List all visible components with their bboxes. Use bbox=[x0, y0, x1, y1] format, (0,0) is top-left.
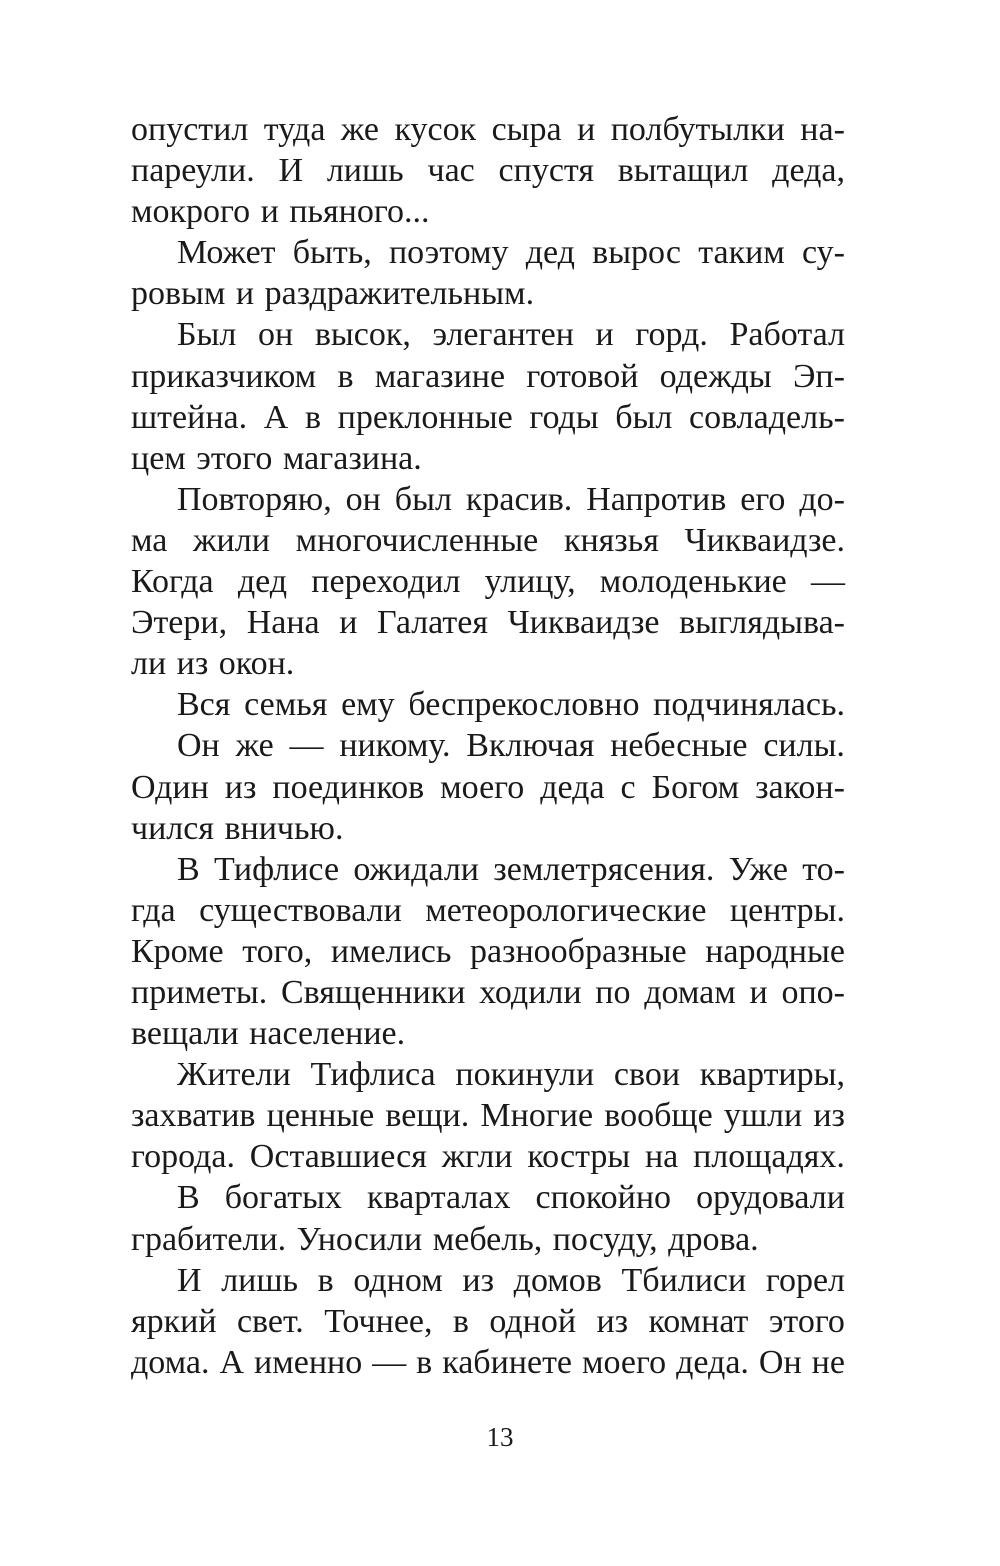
word: — bbox=[289, 727, 324, 765]
word: Священники bbox=[280, 973, 466, 1011]
word: этого bbox=[768, 1302, 845, 1340]
word: по bbox=[595, 973, 631, 1011]
word: закон- bbox=[755, 768, 845, 806]
word: моего bbox=[440, 768, 525, 806]
word: он bbox=[345, 480, 381, 518]
word: су- bbox=[802, 234, 845, 272]
word: комнат bbox=[648, 1302, 749, 1340]
word: выглядыва- bbox=[679, 604, 845, 642]
word: и bbox=[339, 604, 358, 642]
word: Тбилиси bbox=[621, 1261, 747, 1299]
word: силы. bbox=[763, 727, 845, 765]
word: квартиры, bbox=[699, 1056, 845, 1094]
word: дед bbox=[237, 563, 288, 601]
word: вообще bbox=[604, 1097, 713, 1135]
word: Вся bbox=[177, 686, 231, 724]
word: города. bbox=[131, 1138, 236, 1176]
text-line bbox=[131, 767, 845, 808]
word: же bbox=[235, 727, 274, 765]
word: из bbox=[813, 1097, 845, 1135]
text-line bbox=[131, 1342, 845, 1383]
word: поэтому bbox=[388, 234, 509, 272]
word: А bbox=[219, 1343, 245, 1381]
word: моего bbox=[582, 1343, 667, 1381]
word: Повторяю, bbox=[177, 480, 332, 518]
word: туда bbox=[263, 111, 326, 148]
text-line bbox=[131, 356, 845, 397]
word: Он bbox=[177, 727, 220, 765]
word: в bbox=[337, 357, 354, 395]
word: князья bbox=[563, 521, 659, 559]
word: одежды bbox=[659, 357, 772, 395]
word: в bbox=[416, 1343, 433, 1381]
word: именно bbox=[254, 1343, 363, 1381]
word: он bbox=[257, 316, 294, 354]
word: жгли bbox=[441, 1138, 513, 1176]
word: штейна. bbox=[131, 398, 248, 436]
word: землетрясения. bbox=[493, 850, 715, 888]
text-line bbox=[131, 109, 845, 150]
word: же bbox=[340, 111, 380, 148]
word: И bbox=[177, 1261, 202, 1299]
word: имелись bbox=[330, 932, 452, 970]
word: приметы. bbox=[131, 973, 268, 1011]
word: таким bbox=[698, 234, 785, 272]
word: того, bbox=[242, 932, 313, 970]
word: годы bbox=[529, 398, 599, 436]
word: вещи. bbox=[385, 1097, 470, 1135]
word: Богом bbox=[651, 768, 740, 806]
word: небесные bbox=[610, 727, 748, 765]
word: не bbox=[811, 1343, 845, 1381]
word: сыра bbox=[491, 111, 562, 148]
word: полбутылки bbox=[610, 111, 785, 148]
word: разнообразные bbox=[469, 932, 687, 970]
word: Включая bbox=[466, 727, 595, 765]
word: кварталах bbox=[366, 1179, 511, 1217]
word: лишь bbox=[326, 152, 404, 190]
word: совладель- bbox=[688, 398, 845, 436]
word: и bbox=[577, 111, 596, 148]
word: час bbox=[427, 152, 475, 190]
word: Точнее, bbox=[324, 1302, 433, 1340]
word: орудовали bbox=[696, 1179, 845, 1217]
text-line bbox=[131, 602, 845, 643]
text-line bbox=[131, 1095, 845, 1136]
word: из bbox=[596, 1302, 629, 1340]
word: беспрекословно bbox=[408, 686, 640, 724]
word: Чикваидзе bbox=[507, 604, 660, 642]
word: спустя bbox=[498, 152, 594, 190]
word: в bbox=[304, 398, 321, 436]
word: покинули bbox=[455, 1056, 595, 1094]
word: был bbox=[394, 480, 452, 518]
text-line bbox=[131, 931, 845, 972]
word: Жители bbox=[177, 1056, 291, 1094]
word: деда, bbox=[772, 152, 845, 190]
text-line: вещали население. bbox=[131, 1015, 406, 1053]
word: Кроме bbox=[131, 932, 224, 970]
text-line bbox=[131, 479, 845, 520]
word: спокойно bbox=[535, 1179, 672, 1217]
word: Он bbox=[758, 1343, 802, 1381]
word: горел bbox=[765, 1261, 845, 1299]
word: А bbox=[263, 398, 289, 436]
word: дома. bbox=[131, 1343, 210, 1381]
word: лишь bbox=[221, 1261, 299, 1299]
word: опо- bbox=[781, 973, 845, 1011]
word: семья bbox=[244, 686, 328, 724]
text-line bbox=[131, 1301, 845, 1342]
word: ма bbox=[131, 521, 168, 559]
word: ходили bbox=[479, 973, 582, 1011]
word: захватив bbox=[131, 1097, 256, 1135]
word: в bbox=[317, 1261, 334, 1299]
text-line bbox=[131, 314, 845, 355]
word: пареули. bbox=[131, 152, 255, 190]
text-line bbox=[131, 1136, 845, 1177]
word: и bbox=[749, 973, 768, 1011]
word: Работал bbox=[729, 316, 845, 354]
word: метеорологические bbox=[425, 891, 707, 929]
word: Многие bbox=[480, 1097, 594, 1135]
word: Нана bbox=[246, 604, 320, 642]
body-text bbox=[131, 109, 845, 1383]
word: Уже bbox=[728, 850, 788, 888]
word: горд. bbox=[635, 316, 708, 354]
text-line bbox=[131, 150, 845, 191]
word: приказчиком bbox=[131, 357, 317, 395]
word: готовой bbox=[526, 357, 639, 395]
word: ожидали bbox=[353, 850, 480, 888]
text-line bbox=[131, 397, 845, 438]
word: домам bbox=[644, 973, 736, 1011]
text-line bbox=[131, 890, 845, 931]
word: улицу, bbox=[484, 563, 576, 601]
word: ему bbox=[341, 686, 395, 724]
word: одном bbox=[353, 1261, 443, 1299]
word: в bbox=[452, 1302, 469, 1340]
word: деда. bbox=[676, 1343, 749, 1381]
word: костры bbox=[527, 1138, 631, 1176]
word: Тифлисе bbox=[213, 850, 340, 888]
text-line bbox=[131, 849, 845, 890]
word: В bbox=[177, 1179, 200, 1217]
word: дед bbox=[525, 234, 575, 272]
word: гда bbox=[131, 891, 176, 929]
text-line: цем этого магазина. bbox=[131, 439, 422, 477]
word: Эп- bbox=[792, 357, 845, 395]
word: площадях. bbox=[693, 1138, 845, 1176]
word: из bbox=[462, 1261, 495, 1299]
text-line bbox=[131, 684, 845, 725]
word: кабинете bbox=[442, 1343, 573, 1381]
word: одной bbox=[489, 1302, 577, 1340]
word: на- bbox=[800, 111, 845, 148]
word: с bbox=[620, 768, 636, 806]
word: поединков bbox=[272, 768, 425, 806]
word: высок, bbox=[314, 316, 411, 354]
word: центры. bbox=[729, 891, 845, 929]
word: ушли bbox=[723, 1097, 803, 1135]
word: магазине bbox=[374, 357, 506, 395]
word: жили bbox=[193, 521, 270, 559]
word: яркий bbox=[131, 1302, 217, 1340]
word: элегантен bbox=[432, 316, 574, 354]
word: был bbox=[615, 398, 673, 436]
word: Этери, bbox=[131, 604, 228, 642]
word: никому. bbox=[339, 727, 451, 765]
word: из bbox=[224, 768, 257, 806]
word: И bbox=[278, 152, 304, 190]
text-line bbox=[131, 561, 845, 602]
word: свет. bbox=[236, 1302, 304, 1340]
word: подчинялась. bbox=[653, 686, 845, 724]
word: то- bbox=[802, 850, 845, 888]
word: Был bbox=[177, 316, 237, 354]
text-line: ли из окон. bbox=[131, 645, 295, 683]
word: многочисленные bbox=[295, 521, 539, 559]
word: красив. bbox=[465, 480, 573, 518]
text-line bbox=[131, 1260, 845, 1301]
word: Галатея bbox=[377, 604, 488, 642]
word: переходил bbox=[311, 563, 461, 601]
word: Один bbox=[131, 768, 209, 806]
word: Может bbox=[177, 234, 276, 272]
word: быть, bbox=[292, 234, 372, 272]
text-line bbox=[131, 232, 845, 273]
word: свои bbox=[613, 1056, 681, 1094]
word: Оставшиеся bbox=[249, 1138, 427, 1176]
word: Когда bbox=[131, 563, 214, 601]
text-line bbox=[131, 1054, 845, 1095]
word: Напротив bbox=[586, 480, 727, 518]
text-line bbox=[131, 520, 845, 561]
text-line bbox=[131, 1177, 845, 1218]
text-line: чился вничью. bbox=[131, 809, 344, 847]
text-line: ровым и раздражительным. bbox=[131, 275, 535, 313]
word: вытащил bbox=[617, 152, 749, 190]
text-line: мокрого и пьяного... bbox=[131, 193, 430, 231]
word: Тифлиса bbox=[310, 1056, 436, 1094]
word: деда bbox=[540, 768, 605, 806]
word: Чикваидзе. bbox=[684, 521, 845, 559]
word: вырос bbox=[592, 234, 681, 272]
word: богатых bbox=[224, 1179, 342, 1217]
word: и bbox=[595, 316, 614, 354]
text-line bbox=[131, 725, 845, 766]
text-line bbox=[131, 972, 845, 1013]
word: В bbox=[177, 850, 200, 888]
word: существовали bbox=[199, 891, 402, 929]
word: на bbox=[644, 1138, 679, 1176]
word: домов bbox=[513, 1261, 602, 1299]
page-number: 13 bbox=[486, 1422, 514, 1452]
word: — bbox=[372, 1343, 407, 1381]
word: преклонные bbox=[337, 398, 513, 436]
word: опустил bbox=[131, 111, 249, 148]
word: народные bbox=[705, 932, 845, 970]
word: кусок bbox=[394, 111, 477, 148]
word: молоденькие bbox=[599, 563, 787, 601]
word: — bbox=[810, 563, 845, 601]
word: ценные bbox=[266, 1097, 375, 1135]
word: его bbox=[740, 480, 786, 518]
text-line: грабители. Уносили мебель, посуду, дрова. bbox=[131, 1220, 759, 1258]
word: до- bbox=[799, 480, 845, 518]
